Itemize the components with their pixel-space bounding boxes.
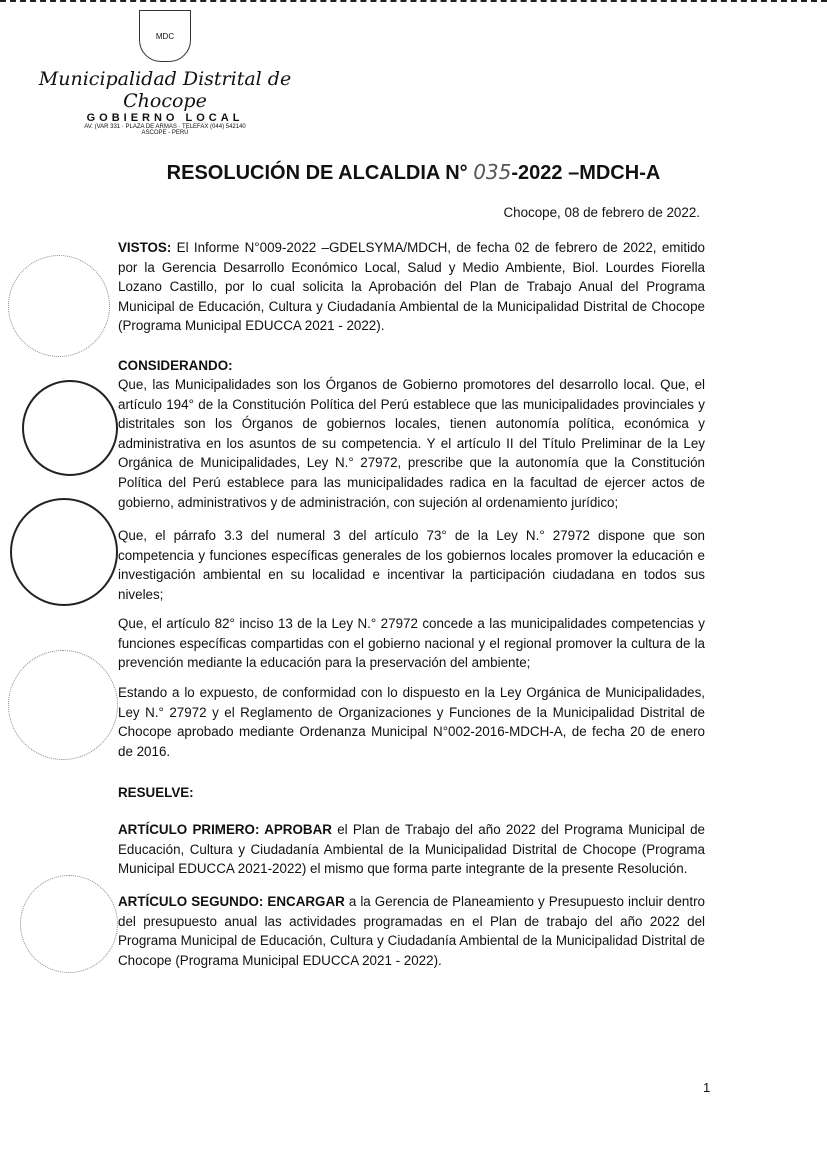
page-number: 1 — [703, 1080, 711, 1095]
coat-of-arms-icon — [139, 10, 191, 62]
article-2-label: ARTÍCULO SEGUNDO: ENCARGAR — [118, 894, 345, 909]
article-2 — [118, 892, 705, 970]
vistos-text: El Informe N°009-2022 –GDELSYMA/MDCH, de fecha 02 de febrero de 2022, emitido por la Gerencia Desarrollo Económico Local, Salud y Medio Ambiente, Biol. Lourdes Fiorella Lozano Castillo, por lo cual solicita la Aprobación del Plan de Trabajo Anual del Programa Municipal de Educación, Cultura y Ciudadanía Ambiental de la Municipalidad Distrital de Chocope (Programa Municipal EDUCCA 2021 - 2022). — [118, 240, 705, 334]
stamp-visto-bueno-1 — [8, 650, 118, 760]
resuelve-heading: RESUELVE: — [118, 785, 194, 800]
considerando-paragraph-2: Que, el párrafo 3.3 del numeral 3 del artículo 73° de la Ley N.° 27972 dispone que son competencia y funciones específicas generales de los gobiernos locales promover la educación e investigación ambiental en su localidad e incentivar la participación ciudadana en todos sus niveles; — [118, 528, 705, 602]
crest-text: MDC — [155, 31, 175, 41]
stamp-alcaldia — [8, 255, 110, 357]
stamp-gerencia-municipal — [22, 380, 118, 476]
article-1-text: el Plan de Trabajo del año 2022 del Programa Municipal de Educación, Cultura y Ciudadanía Ambiental de la Municipalidad Distrital de Chocope (Programa Municipal EDUCCA 2021-2022) el mismo que forma parte integrante de la presente Resolución. — [118, 822, 706, 877]
article-1-label: ARTÍCULO PRIMERO: APROBAR — [118, 822, 332, 837]
date-line: Chocope, 08 de febrero de 2022. — [503, 205, 700, 220]
handwritten-number: 035 — [473, 160, 512, 184]
letterhead — [20, 10, 310, 136]
stamp-visto-bueno-2 — [20, 875, 118, 973]
considerando-paragraph-4: Estando a lo expuesto, de conformidad con lo dispuesto en la Ley Orgánica de Municipalidades, Ley N.° 27972 y el Reglamento de Organizaciones y Funciones de la Municipalidad Distrital de Chocope aprobado mediante Ordenanza Municipal N°002-2016-MDCH-A, de fecha 20 de enero de 2016. — [118, 685, 705, 759]
article-1 — [118, 820, 705, 879]
letterhead-address: AV. (VAR 331 · PLAZA DE ARMAS · TELEFAX (044) 542140 — [84, 124, 246, 130]
article-2-text: a la Gerencia de Planeamiento y Presupuesto incluir dentro del presupuesto anual las actividades programadas en el Plan de trabajo del año 2022 del Programa Municipal de Educación, Cultura y Ciudadanía Ambiental de la Municipalidad Distrital de Chocope (Programa Municipal EDUCCA 2021 - 2022). — [118, 894, 705, 968]
considerando-paragraph-3: Que, el artículo 82° inciso 13 de la Ley N.° 27972 concede a las municipalidades competencias y funciones específicas compartidas con el gobierno nacional y el regional promover la cultura de la prevención mediante la educación para la preservación del ambiente; — [118, 616, 705, 671]
resolution-title — [0, 160, 827, 185]
letterhead-city: ASCOPE - PERÚ — [141, 130, 189, 136]
scan-edge — [0, 0, 827, 4]
stamp-desarrollo-economico — [10, 498, 118, 606]
vistos-label: VISTOS: — [118, 240, 172, 255]
considerando-paragraph-1: Que, las Municipalidades son los Órganos de Gobierno promotores del desarrollo local. Que, el artículo 194° de la Constitución Política del Perú establece que las municipalidades provinciales y distritales son los Órganos de gobiernos locales, tienen autonomía política, económica y administrativa en los asuntos de su competencia. Y el artículo II del Título Preliminar de la Ley Orgánica de Municipalidades, Ley N.° 27972, prescribe que la autonomía que la Constitución Política del Perú establece para las municipalidades radica en la facultad de ejercer actos de gobierno, administrativos y de administración, con sujeción al ordenamiento jurídico; — [118, 377, 705, 510]
letterhead-subtitle: GOBIERNO LOCAL — [86, 112, 244, 124]
title-suffix: -2022 –MDCH-A — [511, 162, 661, 184]
considerando-heading: CONSIDERANDO: — [118, 358, 233, 373]
vistos-paragraph — [118, 238, 705, 336]
title-prefix: RESOLUCIÓN DE ALCALDIA N° — [166, 162, 474, 184]
municipality-name: Municipalidad Distrital de Chocope — [38, 68, 292, 112]
